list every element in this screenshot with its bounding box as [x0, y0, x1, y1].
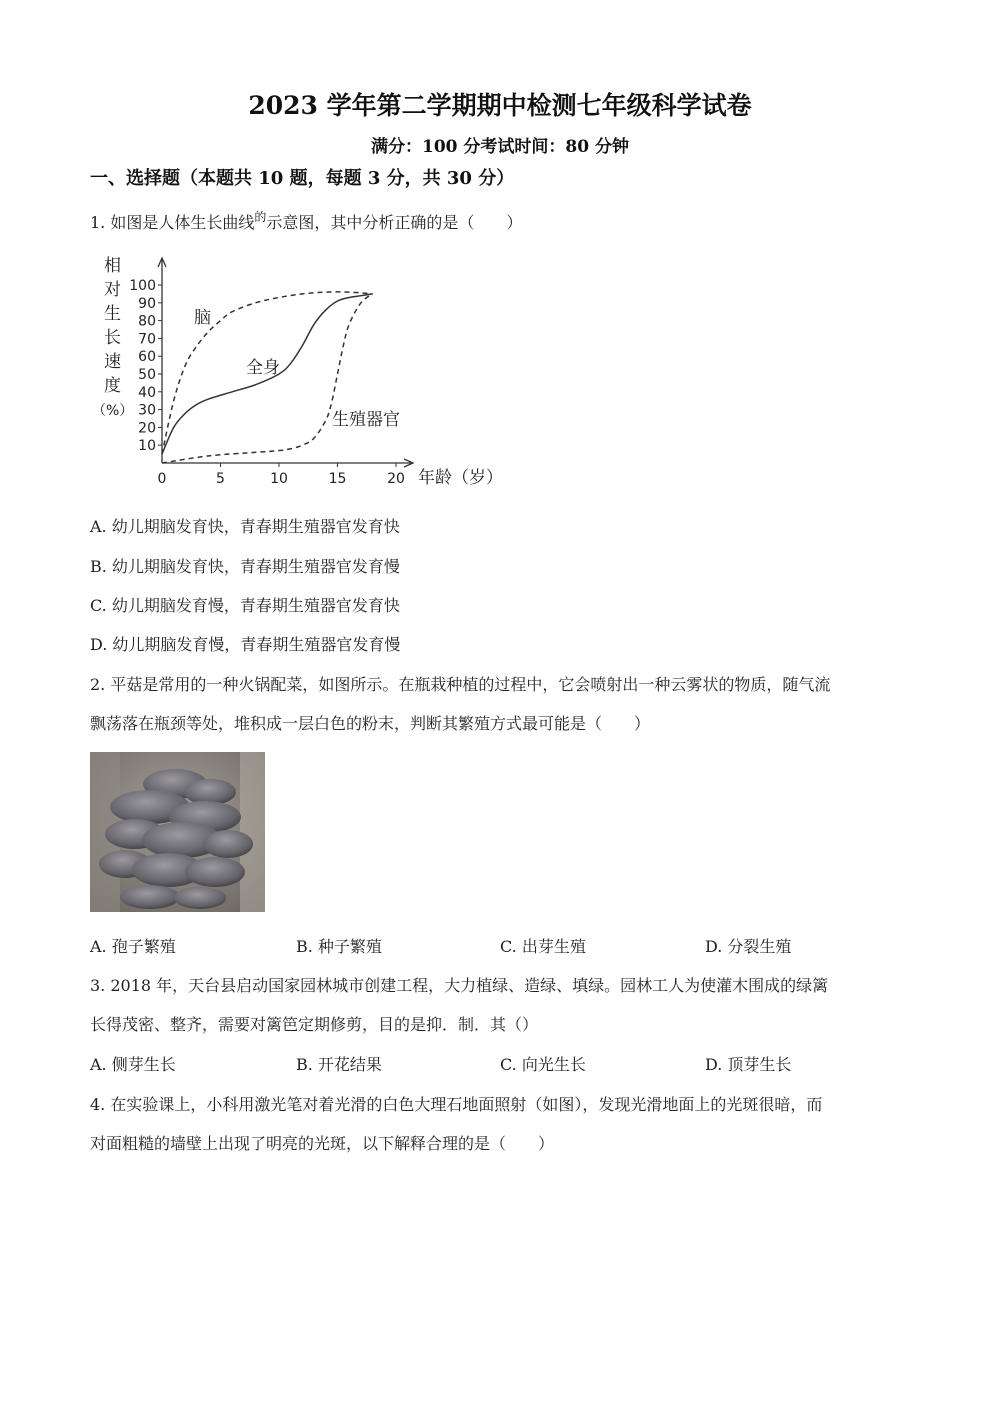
- ytick-label: 40: [138, 384, 156, 401]
- q2-option-c[interactable]: C. 出芽生殖: [500, 937, 586, 956]
- q1-stem-sup: 的: [254, 210, 267, 224]
- ylabel-char: （%）: [92, 403, 134, 419]
- q1-stem-part-a: 1. 如图是人体生长曲线: [90, 213, 255, 232]
- ytick-label: 60: [138, 349, 156, 366]
- q3-option-d[interactable]: D. 顶芽生长: [705, 1055, 792, 1074]
- q3-stem-line2: 长得茂密、整齐，需要对篱笆定期修剪，目的是抑．制．其（）: [90, 1015, 539, 1034]
- ylabel-char: 相: [104, 256, 121, 276]
- q3-option-b[interactable]: B. 开花结果: [296, 1055, 382, 1074]
- xtick-label: 20: [387, 471, 405, 487]
- ytick-label: 90: [138, 295, 156, 312]
- ylabel-char: 度: [104, 376, 121, 396]
- exam-title: 2023 学年第二学期期中检测七年级科学试卷: [248, 91, 752, 120]
- ytick-label: 70: [138, 331, 156, 348]
- q1-option-b[interactable]: B. 幼儿期脑发育快，青春期生殖器官发育慢: [90, 557, 400, 576]
- ylabel-char: 速: [104, 352, 121, 372]
- q3-option-c[interactable]: C. 向光生长: [500, 1055, 586, 1074]
- xtick-label: 10: [270, 471, 288, 487]
- chart-ylabel: [92, 256, 133, 419]
- section-heading: 一、选择题（本题共 10 题，每题 3 分，共 30 分）: [90, 168, 515, 189]
- ytick-label: 30: [138, 402, 156, 419]
- q4-stem-line1: 4. 在实验课上，小科用激光笔对着光滑的白色大理石地面照射（如图），发现光滑地面上的光斑很暗，而: [90, 1095, 823, 1114]
- q3-option-a[interactable]: A. 侧芽生长: [90, 1055, 176, 1074]
- q2-stem-line1: 2. 平菇是常用的一种火锅配菜，如图所示。在瓶栽种植的过程中，它会喷射出一种云雾状的物质，随气流: [90, 675, 831, 694]
- xtick-label: 15: [328, 471, 347, 487]
- chart-series-labels: [194, 308, 400, 430]
- ytick-label: 80: [138, 313, 156, 330]
- xtick-label: 0: [157, 471, 167, 487]
- chart-yticks: [129, 278, 162, 454]
- q1-stem: [90, 210, 522, 233]
- exam-subtitle: 满分：100 分考试时间：80 分钟: [371, 137, 629, 157]
- q1-stem-part-b: 示意图，其中分析正确的是（ ）: [266, 213, 523, 232]
- ytick-label: 100: [129, 278, 156, 294]
- chart-xlabel: 年龄（岁）: [418, 468, 503, 488]
- q2-option-d[interactable]: D. 分裂生殖: [705, 937, 792, 956]
- q1-option-c[interactable]: C. 幼儿期脑发育慢，青春期生殖器官发育快: [90, 596, 400, 615]
- series-label-2: 生殖器官: [332, 410, 400, 430]
- q2-option-a[interactable]: A. 孢子繁殖: [90, 937, 176, 956]
- q4-stem-line2: 对面粗糙的墙壁上出现了明亮的光斑，以下解释合理的是（ ）: [90, 1134, 555, 1153]
- ytick-label: 50: [138, 367, 156, 383]
- chart-xticks: [158, 463, 405, 487]
- q1-option-a[interactable]: A. 幼儿期脑发育快，青春期生殖器官发育快: [90, 517, 400, 536]
- series-label-1: 全身: [246, 358, 280, 378]
- ylabel-char: 生: [104, 304, 121, 324]
- q3-stem-line1: 3. 2018 年，天台县启动国家园林城市创建工程，大力植绿、造绿、填绿。园林工人为使灌木围成的绿篱: [90, 976, 829, 995]
- ylabel-char: 对: [104, 280, 121, 300]
- series-label-0: 脑: [194, 308, 211, 328]
- ytick-label: 20: [138, 420, 156, 437]
- ytick-label: 10: [138, 438, 156, 455]
- chart-axes: [158, 258, 413, 467]
- q2-option-b[interactable]: B. 种子繁殖: [296, 937, 382, 956]
- growth-chart: [90, 255, 530, 495]
- ylabel-char: 长: [104, 328, 121, 348]
- oyster-mushroom-photo: [90, 752, 265, 912]
- xtick-label: 5: [216, 471, 225, 487]
- q2-stem-line2: 飘荡落在瓶颈等处，堆积成一层白色的粉末，判断其繁殖方式最可能是（ ）: [90, 714, 651, 733]
- q1-option-d[interactable]: D. 幼儿期脑发育慢，青春期生殖器官发育慢: [90, 635, 401, 654]
